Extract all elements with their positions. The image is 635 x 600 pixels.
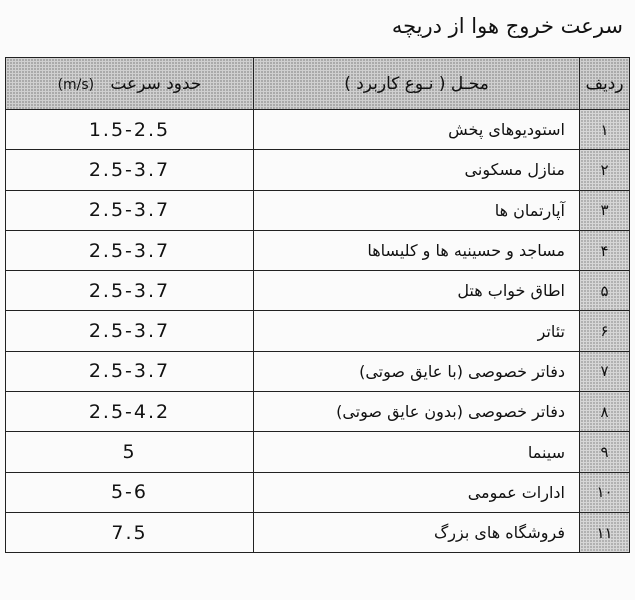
table-row: [6, 150, 630, 190]
row-place: سینما: [254, 432, 580, 472]
header-speed-label: حدود سرعت: [110, 73, 202, 94]
row-place: اطاق خواب هتل: [254, 271, 580, 311]
row-place: دفاتر خصوصی (با عایق صوتی): [254, 351, 580, 391]
table-row: [6, 190, 630, 230]
row-index: ۱۱: [580, 512, 630, 552]
row-speed: 2.5-3.7: [6, 230, 254, 270]
header-speed: [6, 58, 254, 110]
row-place: استودیوهای پخش: [254, 110, 580, 150]
table-row: [6, 392, 630, 432]
table-row: [6, 351, 630, 391]
table-row: [6, 432, 630, 472]
row-index: ۸: [580, 392, 630, 432]
table-row: [6, 271, 630, 311]
row-index: ۵: [580, 271, 630, 311]
page-title: سرعت خروج هوا از دریچه: [391, 14, 623, 38]
table-row: [6, 472, 630, 512]
row-speed: 5: [6, 432, 254, 472]
row-place: دفاتر خصوصی (بدون عایق صوتی): [254, 392, 580, 432]
row-index: ۷: [580, 351, 630, 391]
table-row: [6, 230, 630, 270]
row-place: منازل مسکونی: [254, 150, 580, 190]
row-index: ۶: [580, 311, 630, 351]
row-speed: 7.5: [6, 512, 254, 552]
row-index: ۲: [580, 150, 630, 190]
row-place: آپارتمان ها: [254, 190, 580, 230]
row-speed: 2.5-3.7: [6, 351, 254, 391]
row-speed: 1.5-2.5: [6, 110, 254, 150]
table-row: [6, 512, 630, 552]
row-place: ادارات عمومی: [254, 472, 580, 512]
row-speed: 2.5-4.2: [6, 392, 254, 432]
air-speed-table: [5, 57, 630, 553]
header-index: ردیف: [580, 58, 630, 110]
row-index: ۹: [580, 432, 630, 472]
table-row: [6, 110, 630, 150]
row-index: ۴: [580, 230, 630, 270]
row-speed: 2.5-3.7: [6, 150, 254, 190]
row-index: ۳: [580, 190, 630, 230]
row-index: ۱۰: [580, 472, 630, 512]
table-header-row: [6, 58, 630, 110]
header-place: محـل ( نـوع کاربرد ): [254, 58, 580, 110]
row-speed: 2.5-3.7: [6, 311, 254, 351]
header-speed-unit: (m/s): [57, 76, 95, 93]
table-row: [6, 311, 630, 351]
row-place: تئاتر: [254, 311, 580, 351]
row-index: ۱: [580, 110, 630, 150]
row-place: فروشگاه های بزرگ: [254, 512, 580, 552]
row-speed: 2.5-3.7: [6, 190, 254, 230]
row-speed: 2.5-3.7: [6, 271, 254, 311]
row-place: مساجد و حسینیه ها و کلیساها: [254, 230, 580, 270]
row-speed: 5-6: [6, 472, 254, 512]
